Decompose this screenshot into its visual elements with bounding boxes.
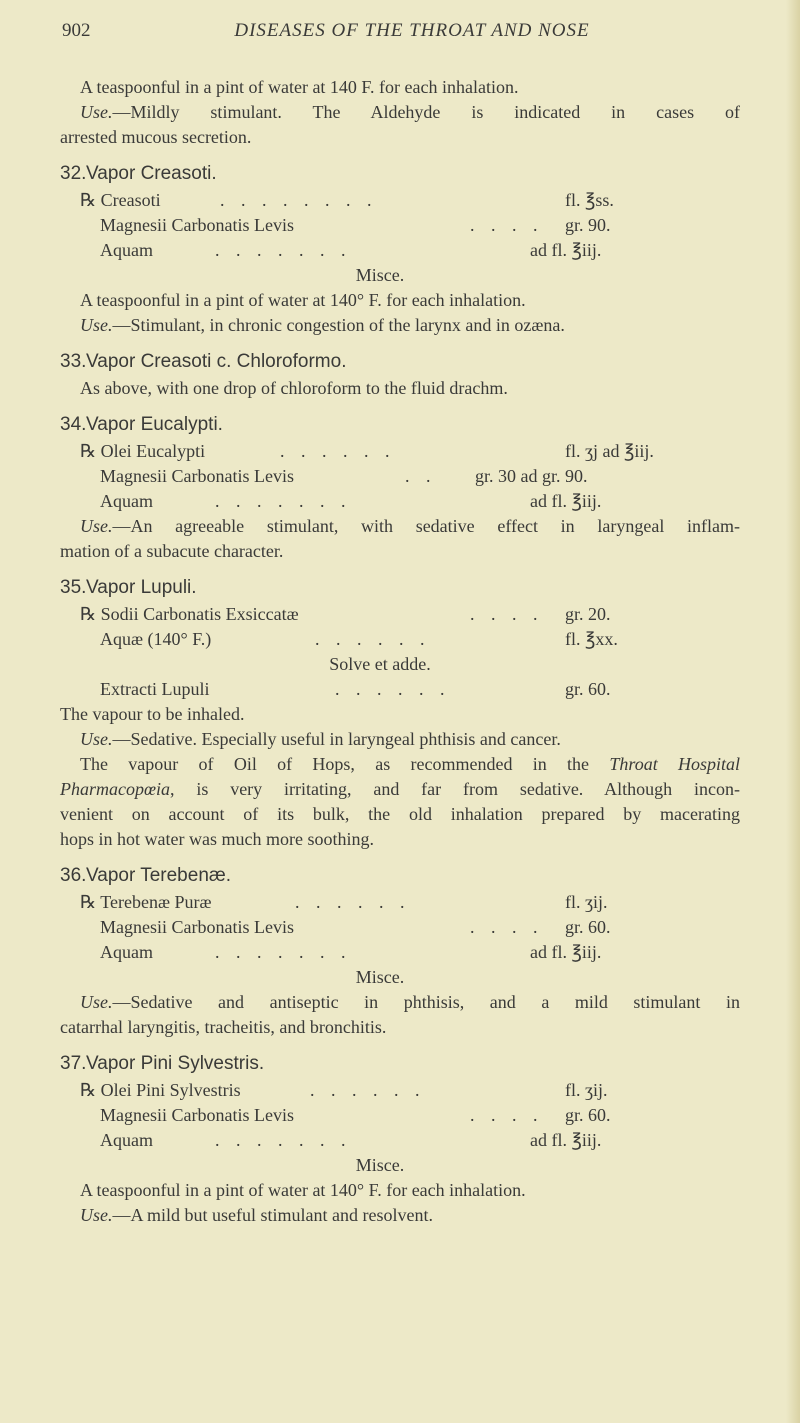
quantity: ad fl. ℥iij. [530, 491, 602, 511]
ingredient: Aquam [100, 942, 153, 962]
direction-text: A teaspoonful in a pint of water at 140° F. for each inhalation. [80, 1180, 526, 1200]
use-text: —Sedative and antiseptic in phthisis, and a mild stimulant in [112, 992, 740, 1012]
rx-line [80, 1103, 740, 1128]
rx-line [80, 602, 740, 627]
ingredient: ℞ Sodii Carbonatis Exsiccatæ [80, 604, 299, 624]
section-heading: Vapor Lupuli. [86, 577, 197, 598]
rx-line [80, 627, 740, 652]
leader-dots: . . . . . . . [215, 491, 352, 511]
ingredient: Aquam [100, 491, 153, 511]
rx-line [80, 677, 740, 702]
section-heading: Vapor Eucalypti. [86, 414, 223, 435]
rx-line [80, 890, 740, 915]
ingredient: Aquam [100, 1130, 153, 1150]
intro-use [80, 100, 740, 125]
ingredient: Aquam [100, 240, 153, 260]
page-body [60, 75, 740, 1228]
para-line [60, 777, 740, 802]
section-heading: Vapor Terebenæ. [86, 865, 232, 886]
use-text: —Sedative. Especially useful in laryngeal phthisis and cancer. [112, 729, 561, 749]
rx-line [80, 1128, 740, 1153]
misce-label: Misce. [355, 967, 405, 987]
use-text: —An agreeable stimulant, with sedative effect in laryngeal inflam- [112, 516, 740, 536]
use-line [80, 727, 740, 752]
rx-line [80, 213, 740, 238]
use-line [80, 1203, 740, 1228]
page-number: 902 [62, 20, 91, 41]
ingredient: ℞ Terebenæ Puræ [80, 892, 212, 912]
leader-dots: . . [405, 466, 437, 486]
direction-text: A teaspoonful in a pint of water at 140° F. for each inhalation. [80, 290, 526, 310]
use-line [80, 514, 740, 539]
use-label: Use. [80, 1205, 113, 1225]
use-cont: mation of a subacute character. [60, 541, 284, 561]
section-heading: Vapor Pini Sylvestris. [86, 1053, 265, 1074]
vapour-text: The vapour to be inhaled. [60, 704, 245, 724]
section-number: 35. [60, 577, 87, 598]
para-line [80, 752, 740, 777]
intro-use-cont: arrested mucous secretion. [60, 127, 252, 147]
section-number: 37. [60, 1053, 87, 1074]
section-title-35 [60, 574, 740, 602]
section-title-37 [60, 1050, 740, 1078]
misce-label: Misce. [355, 1155, 405, 1175]
rx-line [80, 464, 740, 489]
intro-direction: A teaspoonful in a pint of water at 140 F. for each inhalation. [80, 77, 519, 97]
quantity: ad fl. ℥iij. [530, 240, 602, 260]
ingredient: Magnesii Carbonatis Levis [100, 466, 294, 486]
leader-dots: . . . . [470, 917, 544, 937]
quantity: fl. ℥xx. [565, 629, 618, 649]
leader-dots: . . . . [470, 215, 544, 235]
section-title-33 [60, 348, 740, 376]
ingredient: Aquæ (140° F.) [100, 629, 212, 649]
use-label: Use. [80, 729, 113, 749]
para-text: The vapour of Oil of Hops, as recommended in the [80, 754, 590, 774]
quantity: ad fl. ℥iij. [530, 1130, 602, 1150]
quantity: gr. 60. [565, 679, 611, 699]
para-italic: Throat Hospital [609, 754, 740, 774]
section-title-32 [60, 160, 740, 188]
use-text: —Mildly stimulant. The Aldehyde is indicated in cases of [112, 102, 740, 122]
rx-line [80, 915, 740, 940]
leader-dots: . . . . . . [295, 892, 411, 912]
ingredient: ℞ Creasoti [80, 190, 161, 210]
ingredient: Magnesii Carbonatis Levis [100, 917, 294, 937]
quantity: fl. ʒij. [565, 892, 608, 912]
section-title-36 [60, 862, 740, 890]
leader-dots: . . . . . . . [215, 942, 352, 962]
leader-dots: . . . . . . [335, 679, 451, 699]
use-label: Use. [80, 102, 113, 122]
section-number: 33. [60, 351, 87, 372]
use-label: Use. [80, 992, 113, 1012]
quantity: gr. 20. [565, 604, 611, 624]
ingredient: ℞ Olei Pini Sylvestris [80, 1080, 241, 1100]
ingredient: Extracti Lupuli [100, 679, 210, 699]
para-italic: Pharmacopœia [60, 779, 170, 799]
section-number: 32. [60, 163, 87, 184]
use-cont: catarrhal laryngitis, tracheitis, and bronchitis. [60, 1017, 387, 1037]
use-label: Use. [80, 315, 113, 335]
para-line: hops in hot water was much more soothing. [60, 829, 374, 849]
quantity: gr. 90. [565, 215, 611, 235]
quantity: gr. 60. [565, 1105, 611, 1125]
running-head: DISEASES OF THE THROAT AND NOSE [234, 20, 590, 41]
page-header [62, 20, 762, 50]
section-number: 34. [60, 414, 87, 435]
ingredient: ℞ Olei Eucalypti [80, 441, 206, 461]
leader-dots: . . . . [470, 604, 544, 624]
ingredient: Magnesii Carbonatis Levis [100, 1105, 294, 1125]
use-text: —A mild but useful stimulant and resolvent. [112, 1205, 433, 1225]
section-number: 36. [60, 865, 87, 886]
use-line [80, 990, 740, 1015]
leader-dots: . . . . . . . . [220, 190, 378, 210]
ingredient: Magnesii Carbonatis Levis [100, 215, 294, 235]
section-title-34 [60, 411, 740, 439]
quantity: fl. ʒij. [565, 1080, 608, 1100]
quantity: fl. ʒj ad ℥iij. [565, 441, 654, 461]
rx-line [80, 1078, 740, 1103]
quantity: gr. 30 ad gr. 90. [475, 466, 588, 486]
use-label: Use. [80, 516, 113, 536]
solve-label: Solve et adde. [329, 654, 431, 674]
para-line: venient on account of its bulk, the old inhalation prepared by macerating [60, 804, 740, 824]
rx-line [80, 238, 740, 263]
quantity: ad fl. ℥iij. [530, 942, 602, 962]
leader-dots: . . . . . . [280, 441, 396, 461]
page-edge-shadow [786, 0, 800, 1423]
leader-dots: . . . . . . . [215, 240, 352, 260]
quantity: fl. ℥ss. [565, 190, 614, 210]
section-heading: Vapor Creasoti c. Chloroformo. [86, 351, 347, 372]
quantity: gr. 60. [565, 917, 611, 937]
use-line [80, 313, 740, 338]
leader-dots: . . . . [470, 1105, 544, 1125]
leader-dots: . . . . . . [315, 629, 431, 649]
misce-label: Misce. [355, 265, 405, 285]
leader-dots: . . . . . . . [215, 1130, 352, 1150]
para-text: , is very irritating, and far from sedative. Although incon- [170, 779, 740, 799]
leader-dots: . . . . . . [310, 1080, 426, 1100]
rx-line [80, 439, 740, 464]
use-text: —Stimulant, in chronic congestion of the larynx and in ozæna. [112, 315, 565, 335]
rx-line [80, 940, 740, 965]
rx-line [80, 188, 740, 213]
section-heading: Vapor Creasoti. [86, 163, 217, 184]
section-text: As above, with one drop of chloroform to the fluid drachm. [80, 378, 508, 398]
rx-line [80, 489, 740, 514]
